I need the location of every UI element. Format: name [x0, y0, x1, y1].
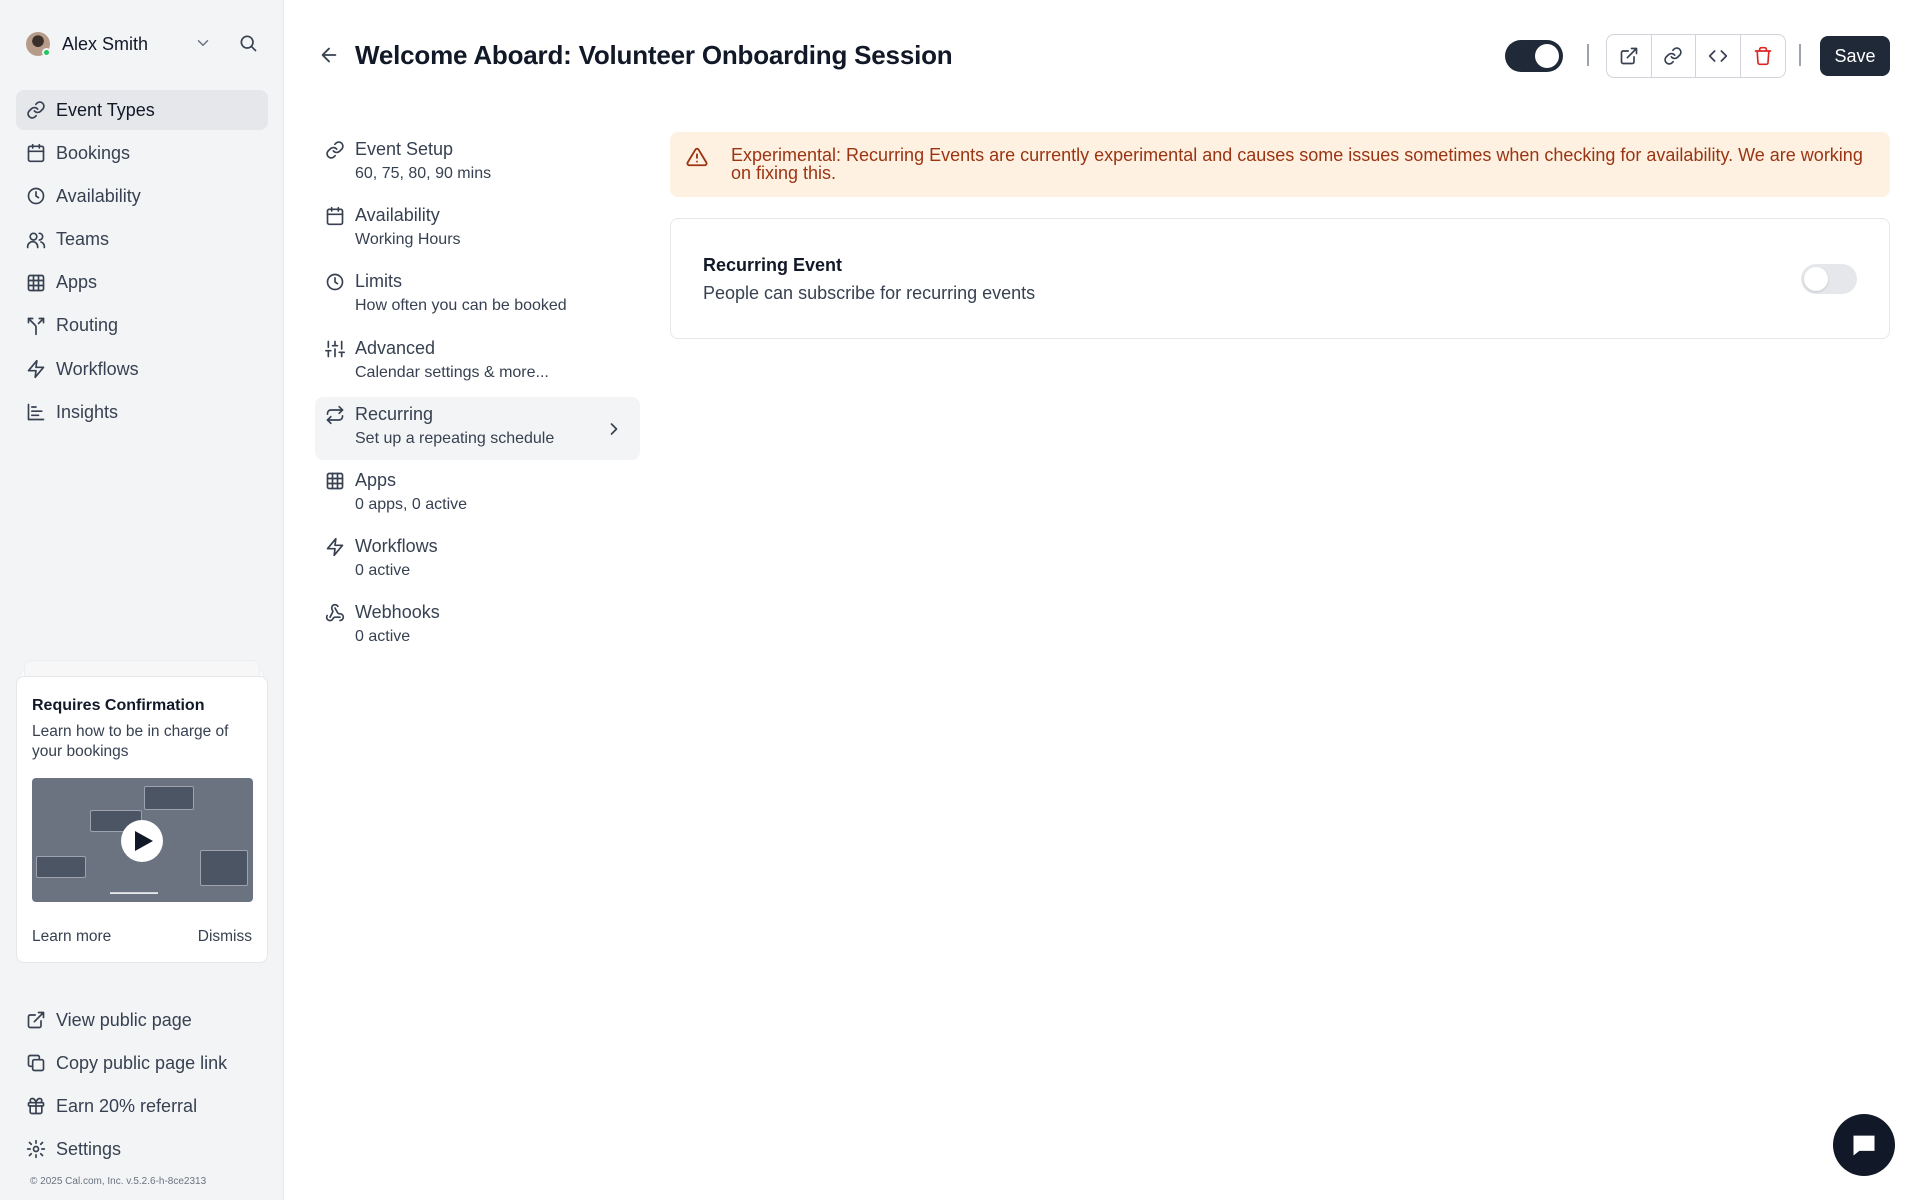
warning-text: Experimental: Recurring Events are currently experimental and causes some issues sometimes when checking for availability. We are working on fixing this. [731, 145, 1863, 183]
footer-nav [16, 1000, 268, 1172]
link-icon [1663, 46, 1683, 66]
bar-chart-icon [26, 402, 46, 422]
copyright-text: © 2025 Cal.com, Inc. v.5.2.6-h-8ce2313 [30, 1176, 207, 1187]
sidebar-item-label: Routing [56, 315, 119, 336]
tab-event-setup[interactable] [315, 132, 640, 195]
user-name: Alex Smith [62, 33, 149, 54]
users-icon [26, 230, 46, 250]
sidebar-item-label: View public page [56, 1009, 192, 1030]
copy-link-button[interactable] [1652, 35, 1697, 77]
event-settings-nav [315, 132, 640, 662]
sidebar-item-bookings[interactable] [16, 133, 268, 173]
sidebar-item-event-types[interactable] [16, 90, 268, 130]
thumbnail-caption: ▬▬▬▬▬▬▬▬ [110, 890, 158, 896]
code-icon [1708, 46, 1728, 66]
thumbnail-card [144, 786, 194, 810]
external-link-icon [26, 1010, 46, 1030]
zap-icon [325, 537, 345, 557]
embed-button[interactable] [1696, 35, 1741, 77]
delete-button[interactable] [1741, 35, 1786, 77]
calendar-icon [325, 206, 345, 226]
promo-description: Learn how to be in charge of your bookings [32, 723, 229, 760]
thumbnail-card [36, 856, 86, 878]
back-arrow-icon[interactable] [318, 44, 340, 66]
promo-card [16, 676, 268, 963]
calendar-icon [26, 143, 46, 163]
tab-title: Workflows [355, 536, 438, 557]
sidebar-item-label: Apps [56, 272, 98, 293]
search-icon[interactable] [238, 33, 258, 53]
avatar [26, 32, 50, 56]
settings-icon [26, 1139, 46, 1159]
sidebar-item-routing[interactable] [16, 306, 268, 346]
split-icon [26, 316, 46, 336]
alert-triangle-icon [686, 146, 708, 168]
chat-icon [1850, 1131, 1878, 1159]
sidebar-item-label: Teams [56, 229, 110, 250]
tab-availability[interactable] [315, 198, 640, 261]
tab-title: Apps [355, 469, 397, 490]
tab-apps[interactable] [315, 463, 640, 526]
tab-title: Advanced [355, 337, 436, 358]
tab-title: Webhooks [355, 602, 440, 623]
external-link-icon [1619, 46, 1639, 66]
repeat-icon [325, 405, 345, 425]
sidebar-item-settings[interactable] [16, 1129, 268, 1169]
save-button[interactable]: Save [1820, 36, 1890, 76]
tab-description: How often you can be booked [355, 297, 567, 315]
toggle-knob [1804, 267, 1828, 291]
sidebar-item-referral[interactable] [16, 1086, 268, 1126]
sidebar-item-label: Event Types [56, 99, 155, 120]
gift-icon [26, 1096, 46, 1116]
sidebar-item-workflows[interactable] [16, 349, 268, 389]
preview-button[interactable] [1607, 35, 1652, 77]
sidebar-item-availability[interactable] [16, 176, 268, 216]
page-title: Welcome Aboard: Volunteer Onboarding Session [355, 40, 953, 70]
grid-icon [325, 471, 345, 491]
tab-title: Limits [355, 271, 403, 292]
tab-description: 60, 75, 80, 90 mins [355, 165, 492, 182]
chevron-down-icon[interactable] [194, 34, 212, 52]
sidebar [0, 0, 284, 1200]
play-icon [135, 831, 153, 851]
sidebar-item-label: Bookings [56, 142, 131, 163]
grid-icon [26, 273, 46, 293]
tab-title: Recurring [355, 403, 434, 424]
link-icon [26, 100, 46, 120]
divider [1587, 44, 1589, 66]
sliders-icon [325, 339, 345, 359]
online-status-dot [42, 48, 51, 57]
sidebar-item-view-public-page[interactable] [16, 1000, 268, 1040]
play-button[interactable] [121, 820, 163, 862]
sidebar-item-insights[interactable] [16, 392, 268, 432]
tab-title: Event Setup [355, 139, 454, 159]
divider [1799, 44, 1801, 66]
action-button-group [1606, 34, 1786, 78]
tab-title: Availability [355, 205, 440, 226]
dismiss-button[interactable]: Dismiss [197, 928, 252, 945]
user-menu[interactable] [26, 31, 258, 57]
tab-recurring[interactable] [315, 397, 640, 460]
recurring-event-description: People can subscribe for recurring events [703, 283, 1036, 303]
zap-icon [26, 359, 46, 379]
sidebar-item-label: Insights [56, 401, 119, 422]
sidebar-item-label: Settings [56, 1138, 122, 1159]
tab-description: Calendar settings & more... [355, 363, 549, 381]
sidebar-item-apps[interactable] [16, 263, 268, 303]
tab-description: 0 active [355, 628, 411, 646]
experimental-warning-banner [670, 132, 1890, 197]
tab-description: 0 apps, 0 active [355, 495, 468, 513]
sidebar-item-label: Availability [56, 185, 141, 206]
clock-icon [325, 272, 345, 292]
webhook-icon [325, 603, 345, 623]
tab-workflows[interactable] [315, 529, 640, 592]
clock-icon [26, 186, 46, 206]
recurring-event-card [670, 218, 1890, 339]
sidebar-item-teams[interactable] [16, 220, 268, 260]
tab-limits[interactable] [315, 264, 640, 327]
toggle-knob [1535, 44, 1559, 68]
chevron-right-icon [604, 419, 624, 439]
tab-description: 0 active [355, 562, 411, 580]
trash-icon [1753, 46, 1773, 66]
hidden-toggle[interactable] [1505, 40, 1563, 72]
main-nav [16, 90, 268, 436]
chat-support-button[interactable] [1833, 1114, 1895, 1176]
thumbnail-card [200, 850, 248, 886]
copy-icon [26, 1053, 46, 1073]
promo-video-thumbnail[interactable] [32, 778, 253, 902]
sidebar-item-copy-public-link[interactable] [16, 1043, 268, 1083]
tab-description: Working Hours [355, 231, 461, 249]
sidebar-item-label: Earn 20% referral [56, 1095, 198, 1116]
promo-title: Requires Confirmation [32, 697, 205, 714]
sidebar-item-label: Workflows [56, 358, 139, 379]
recurring-event-toggle[interactable] [1801, 264, 1857, 294]
tab-description: Set up a repeating schedule [355, 429, 555, 447]
recurring-event-title: Recurring Event [703, 255, 843, 275]
link-icon [325, 140, 345, 160]
learn-more-link[interactable]: Learn more [32, 928, 112, 945]
sidebar-item-label: Copy public page link [56, 1052, 228, 1073]
tab-advanced[interactable] [315, 331, 640, 394]
tab-webhooks[interactable] [315, 595, 640, 658]
